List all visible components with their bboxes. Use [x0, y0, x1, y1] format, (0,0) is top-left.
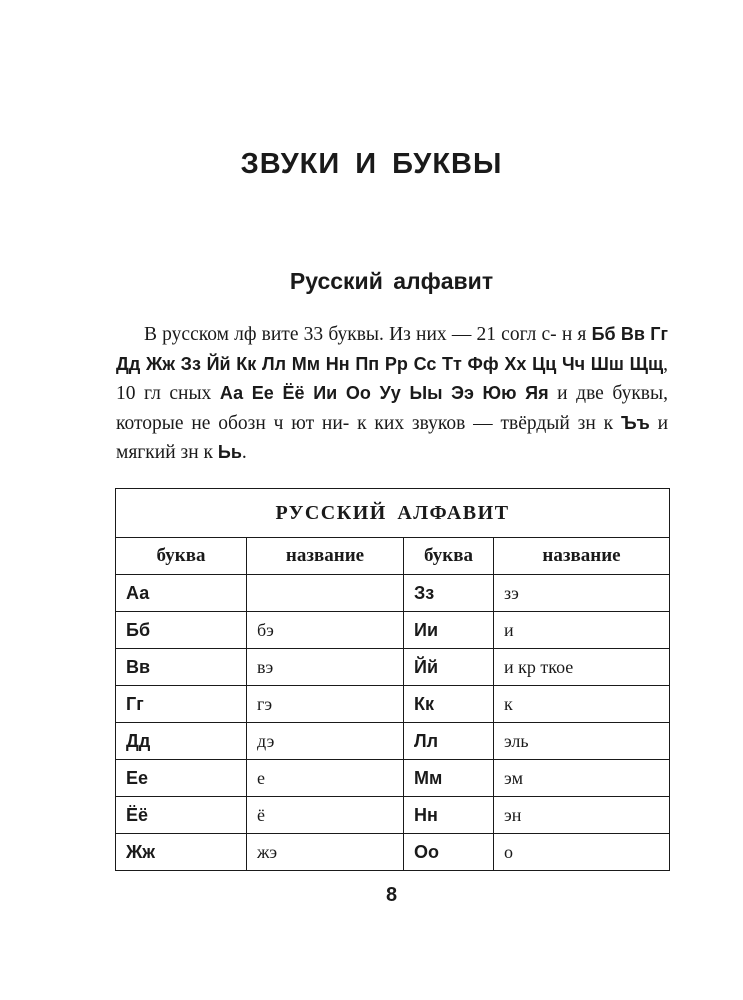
table-caption: РУССКИЙ АЛФАВИТ [116, 489, 670, 538]
letter-cell: Зз [404, 575, 494, 612]
letter-cell: Мм [404, 760, 494, 797]
name-cell: е [247, 760, 404, 797]
page-title: ЗВУКИ И БУКВЫ [240, 148, 503, 180]
paragraph-text-4: и мягкий зн к [116, 412, 668, 464]
letter-cell: Лл [404, 723, 494, 760]
hard-sign: Ъъ [620, 412, 650, 433]
table-row [116, 797, 670, 834]
table-row [116, 612, 670, 649]
table-header-row [116, 538, 670, 575]
name-cell [247, 575, 404, 612]
letter-cell: Йй [404, 649, 494, 686]
letter-cell: Аа [116, 575, 247, 612]
table-caption-row [116, 489, 670, 538]
name-cell: зэ [494, 575, 670, 612]
intro-paragraph [116, 320, 668, 468]
paragraph-text-2: , 10 гл сных [116, 353, 668, 405]
name-cell: жэ [247, 834, 404, 871]
name-cell: эм [494, 760, 670, 797]
name-cell: о [494, 834, 670, 871]
letter-cell: Гг [116, 686, 247, 723]
table-row [116, 760, 670, 797]
letter-cell: Ёё [116, 797, 247, 834]
table-row [116, 649, 670, 686]
page-number: 8 [385, 884, 398, 906]
consonant-letters: Бб Вв Гг Дд Жж Зз Йй Кк Лл Мм Нн Пп Рр Сс Тт Фф Хх Цц Чч Шш Щщ [116, 324, 668, 374]
name-cell: и кр ткое [494, 649, 670, 686]
paragraph-text-1: В русском лф вите 33 буквы. Из них — 21 согл с- н я [144, 324, 592, 345]
header-name-2: название [494, 538, 670, 575]
letter-cell: Нн [404, 797, 494, 834]
vowel-letters: Аа Ее Ёё Ии Оо Уу Ыы Ээ Юю Яя [219, 383, 549, 404]
table-row [116, 834, 670, 871]
name-cell: эн [494, 797, 670, 834]
table-row [116, 686, 670, 723]
letter-cell: Жж [116, 834, 247, 871]
letter-cell: Вв [116, 649, 247, 686]
letter-cell: Кк [404, 686, 494, 723]
header-letter-1: буква [116, 538, 247, 575]
letter-cell: Ии [404, 612, 494, 649]
name-cell: и [494, 612, 670, 649]
table-row [116, 575, 670, 612]
name-cell: вэ [247, 649, 404, 686]
name-cell: ё [247, 797, 404, 834]
table-row [116, 723, 670, 760]
name-cell: к [494, 686, 670, 723]
name-cell: эль [494, 723, 670, 760]
letter-cell: Дд [116, 723, 247, 760]
paragraph-text-3: и две буквы, которые не обозн ч ют ни- к ких звуков — твёрдый зн к [116, 383, 668, 434]
letter-cell: Бб [116, 612, 247, 649]
header-letter-2: буква [404, 538, 494, 575]
name-cell: бэ [247, 612, 404, 649]
alphabet-table [115, 488, 670, 871]
header-name-1: название [247, 538, 404, 575]
section-title: Русский алфавит [289, 268, 494, 294]
letter-cell: Ее [116, 760, 247, 797]
name-cell: дэ [247, 723, 404, 760]
name-cell: гэ [247, 686, 404, 723]
paragraph-text-5: . [241, 442, 247, 464]
letter-cell: Оо [404, 834, 494, 871]
soft-sign: Ьь [217, 442, 242, 463]
